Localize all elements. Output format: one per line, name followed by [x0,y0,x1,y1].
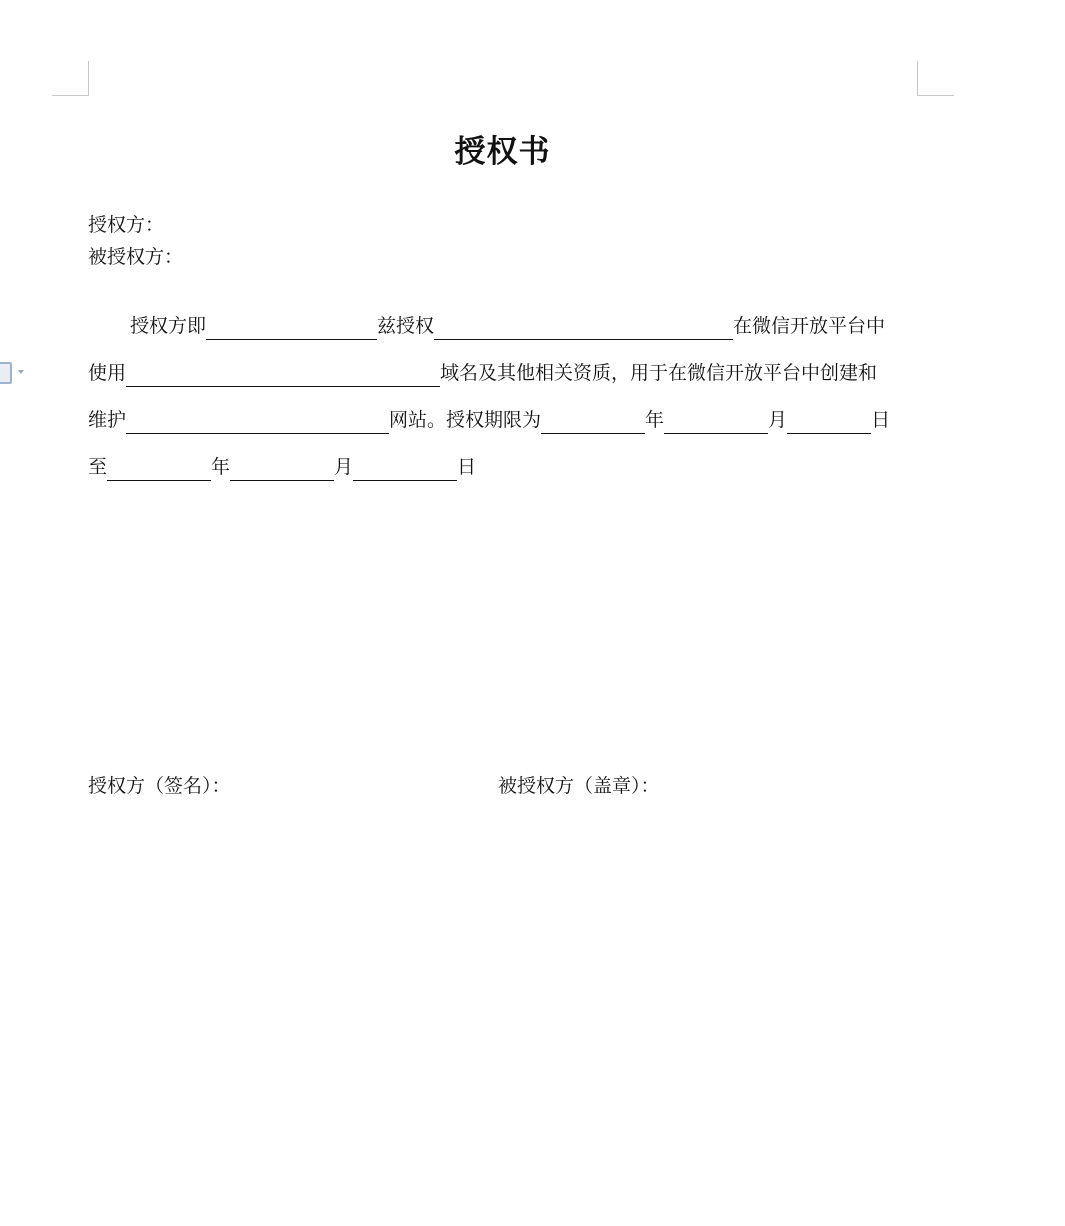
chevron-down-icon [18,370,24,374]
paragraph-text: 日 [457,456,477,478]
paragraph-text: 日 [871,409,891,431]
start-month-blank[interactable] [664,411,768,434]
paragraph-line-3 [88,406,890,434]
paragraph-text: 月 [334,456,354,478]
paragraph-text: 使用 [88,362,127,384]
paragraph-text: 维护 [88,409,127,431]
paragraph-text: 年 [645,409,665,431]
grantee-name-blank[interactable] [434,317,733,340]
end-day-blank[interactable] [353,458,457,481]
page-corner-mark-top-right [917,61,954,96]
end-year-blank[interactable] [107,458,211,481]
start-day-blank[interactable] [787,411,871,434]
paragraph-line-4 [88,453,476,481]
paragraph-text: 至 [88,456,108,478]
paragraph-text: 年 [211,456,231,478]
page-corner-mark-top-left [52,61,89,96]
end-month-blank[interactable] [230,458,334,481]
paragraph-text: 授权方即 [130,315,207,337]
side-document-widget[interactable] [0,360,30,384]
paragraph-line-1 [130,312,885,340]
document-icon [0,362,12,384]
website-blank[interactable] [126,411,389,434]
paragraph-line-2 [88,359,877,387]
grantor-label: 授权方： [88,214,165,236]
domain-blank[interactable] [126,364,440,387]
paragraph-text: 在微信开放平台中 [733,315,886,337]
paragraph-text: 兹授权 [377,315,435,337]
paragraph-text: 月 [768,409,788,431]
grantee-seal-label: 被授权方（盖章）： [498,775,660,797]
start-year-blank[interactable] [541,411,645,434]
grantor-signature-label: 授权方（签名）： [88,775,231,797]
grantee-label: 被授权方： [88,246,184,268]
document-title: 授权书 [454,134,551,170]
grantor-name-blank[interactable] [206,317,377,340]
paragraph-text: 网站。授权期限为 [389,409,542,431]
paragraph-text: 域名及其他相关资质，用于在微信开放平台中创建和 [440,362,878,384]
